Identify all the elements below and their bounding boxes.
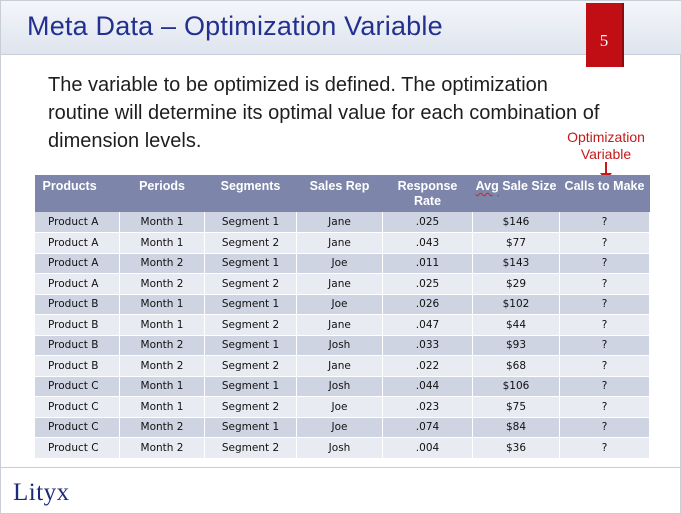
table-row xyxy=(35,376,650,397)
footer-divider xyxy=(1,467,681,468)
cell-period: Month 1 xyxy=(120,294,205,315)
table-row xyxy=(35,356,650,377)
cell-period: Month 1 xyxy=(120,397,205,418)
cell-segment: Segment 2 xyxy=(205,397,297,418)
cell-sales-rep: Joe xyxy=(297,253,383,274)
cell-calls-to-make: ? xyxy=(560,397,650,418)
title-bar xyxy=(1,1,681,55)
cell-period: Month 2 xyxy=(120,417,205,438)
cell-segment: Segment 2 xyxy=(205,315,297,336)
cell-product: Product C xyxy=(35,417,120,438)
cell-sales-rep: Josh xyxy=(297,376,383,397)
table-row xyxy=(35,253,650,274)
cell-product: Product A xyxy=(35,253,120,274)
cell-avg-sale-size: $44 xyxy=(473,315,560,336)
cell-product: Product A xyxy=(35,233,120,254)
cell-segment: Segment 1 xyxy=(205,212,297,233)
cell-response-rate: .011 xyxy=(383,253,473,274)
cell-avg-sale-size: $36 xyxy=(473,438,560,459)
cell-segment: Segment 2 xyxy=(205,438,297,459)
cell-avg-sale-size: $68 xyxy=(473,356,560,377)
cell-avg-sale-size: $29 xyxy=(473,274,560,295)
cell-sales-rep: Joe xyxy=(297,294,383,315)
cell-response-rate: .025 xyxy=(383,274,473,295)
cell-response-rate: .023 xyxy=(383,397,473,418)
cell-period: Month 1 xyxy=(120,233,205,254)
cell-avg-sale-size: $77 xyxy=(473,233,560,254)
cell-avg-sale-size: $93 xyxy=(473,335,560,356)
header-periods: Periods xyxy=(120,175,205,212)
cell-segment: Segment 1 xyxy=(205,253,297,274)
cell-response-rate: .074 xyxy=(383,417,473,438)
header-segments: Segments xyxy=(205,175,297,212)
cell-avg-sale-size: $146 xyxy=(473,212,560,233)
cell-period: Month 2 xyxy=(120,253,205,274)
cell-response-rate: .022 xyxy=(383,356,473,377)
cell-calls-to-make: ? xyxy=(560,376,650,397)
cell-response-rate: .047 xyxy=(383,315,473,336)
cell-calls-to-make: ? xyxy=(560,233,650,254)
slide-number-badge xyxy=(586,3,624,67)
cell-product: Product C xyxy=(35,397,120,418)
header-avg-sale-size-label: Avg Sale Size xyxy=(475,179,557,193)
cell-product: Product B xyxy=(35,335,120,356)
cell-product: Product C xyxy=(35,376,120,397)
cell-product: Product B xyxy=(35,356,120,377)
cell-avg-sale-size: $102 xyxy=(473,294,560,315)
cell-sales-rep: Jane xyxy=(297,315,383,336)
cell-sales-rep: Joe xyxy=(297,417,383,438)
header-response-rate: Response Rate xyxy=(383,175,473,212)
cell-segment: Segment 2 xyxy=(205,274,297,295)
table-row xyxy=(35,233,650,254)
table-row xyxy=(35,294,650,315)
cell-period: Month 1 xyxy=(120,376,205,397)
cell-calls-to-make: ? xyxy=(560,315,650,336)
cell-period: Month 1 xyxy=(120,212,205,233)
cell-segment: Segment 2 xyxy=(205,233,297,254)
cell-period: Month 2 xyxy=(120,438,205,459)
cell-sales-rep: Josh xyxy=(297,438,383,459)
cell-sales-rep: Joe xyxy=(297,397,383,418)
cell-sales-rep: Jane xyxy=(297,212,383,233)
cell-segment: Segment 1 xyxy=(205,417,297,438)
cell-segment: Segment 1 xyxy=(205,376,297,397)
cell-segment: Segment 2 xyxy=(205,356,297,377)
cell-calls-to-make: ? xyxy=(560,417,650,438)
table-row xyxy=(35,274,650,295)
cell-sales-rep: Josh xyxy=(297,335,383,356)
slide-number: 5 xyxy=(599,31,609,50)
cell-calls-to-make: ? xyxy=(560,212,650,233)
table-row xyxy=(35,417,650,438)
body-text: The variable to be optimized is defined. The optimization routine will determine its optimal value for each combination of dimension levels. xyxy=(48,74,600,152)
data-table xyxy=(34,175,650,459)
lityx-logo: Lityx xyxy=(13,479,70,506)
header-sales-rep: Sales Rep xyxy=(297,175,383,212)
header-avg-sale-size xyxy=(473,175,560,212)
slide-title: Meta Data – Optimization Variable xyxy=(27,11,443,41)
cell-segment: Segment 1 xyxy=(205,294,297,315)
cell-product: Product B xyxy=(35,294,120,315)
cell-calls-to-make: ? xyxy=(560,253,650,274)
cell-response-rate: .004 xyxy=(383,438,473,459)
cell-avg-sale-size: $84 xyxy=(473,417,560,438)
cell-response-rate: .043 xyxy=(383,233,473,254)
cell-avg-sale-size: $143 xyxy=(473,253,560,274)
header-products: Products xyxy=(35,175,120,212)
cell-period: Month 1 xyxy=(120,315,205,336)
cell-calls-to-make: ? xyxy=(560,438,650,459)
cell-period: Month 2 xyxy=(120,335,205,356)
cell-product: Product C xyxy=(35,438,120,459)
table-row xyxy=(35,397,650,418)
cell-calls-to-make: ? xyxy=(560,294,650,315)
optimization-variable-annotation: Optimization Variable xyxy=(567,129,645,162)
table-row xyxy=(35,212,650,233)
cell-period: Month 2 xyxy=(120,274,205,295)
table-row xyxy=(35,335,650,356)
cell-response-rate: .044 xyxy=(383,376,473,397)
cell-sales-rep: Jane xyxy=(297,233,383,254)
cell-calls-to-make: ? xyxy=(560,335,650,356)
cell-product: Product A xyxy=(35,274,120,295)
cell-response-rate: .026 xyxy=(383,294,473,315)
cell-avg-sale-size: $75 xyxy=(473,397,560,418)
table-body xyxy=(35,212,650,458)
cell-response-rate: .033 xyxy=(383,335,473,356)
table-header-row xyxy=(35,175,650,212)
header-calls-to-make: Calls to Make xyxy=(560,175,650,212)
cell-calls-to-make: ? xyxy=(560,356,650,377)
cell-response-rate: .025 xyxy=(383,212,473,233)
cell-sales-rep: Jane xyxy=(297,274,383,295)
cell-segment: Segment 1 xyxy=(205,335,297,356)
cell-period: Month 2 xyxy=(120,356,205,377)
cell-sales-rep: Jane xyxy=(297,356,383,377)
table-row xyxy=(35,438,650,459)
cell-calls-to-make: ? xyxy=(560,274,650,295)
cell-avg-sale-size: $106 xyxy=(473,376,560,397)
cell-product: Product A xyxy=(35,212,120,233)
cell-product: Product B xyxy=(35,315,120,336)
table-row xyxy=(35,315,650,336)
